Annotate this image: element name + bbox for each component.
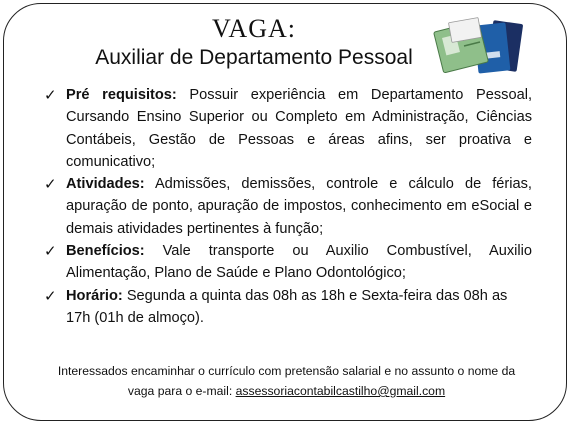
item-text: Possuir experiência em Departamento Pessoal, Cursando Ensino Superior ou Completo em Administração, Ciências Contábeis, Gestão de Pessoas e áreas afins, ser proativa e comunicativo; (66, 87, 532, 170)
check-icon: ✓ (44, 242, 57, 261)
requirements-list (42, 84, 532, 329)
item-text: Admissões, demissões, controle e cálculo de férias, apuração de ponto, apuração de impostos, conhecimento em eSocial e demais atividades pertinentes à função; (66, 176, 532, 237)
list-item (42, 285, 532, 330)
check-icon: ✓ (44, 86, 57, 104)
item-label: Pré requisitos: (66, 87, 177, 103)
contact-footer (34, 361, 539, 401)
footer-prefix: vaga para o e-mail: (127, 384, 236, 398)
footer-line: Interessados encaminhar o currículo com pretensão salarial e no assunto o nome da (57, 364, 516, 378)
item-text: Segunda a quinta das 08h as 18h e Sexta-feira das 08h as 17h (01h de almoço). (66, 287, 508, 326)
list-item (42, 240, 532, 285)
list-item (42, 173, 532, 240)
email-link[interactable]: assessoriacontabilcastilho@gmail.com (235, 384, 446, 398)
page-title: VAGA: (212, 14, 296, 43)
item-label: Atividades: (66, 176, 145, 193)
footer-line (34, 381, 539, 401)
job-card (3, 3, 567, 421)
check-icon: ✓ (44, 175, 57, 194)
check-icon: ✓ (44, 286, 57, 305)
item-label: Horário: (66, 287, 123, 304)
page-subtitle: Auxiliar de Departamento Pessoal (95, 46, 413, 69)
item-label: Benefícios: (66, 243, 145, 260)
item-text: Vale transporte ou Auxilio Combustível, Auxilio Alimentação, Plano de Saúde e Plano Odontológico; (66, 243, 532, 282)
list-item (42, 84, 532, 173)
documents-icon (432, 16, 528, 78)
